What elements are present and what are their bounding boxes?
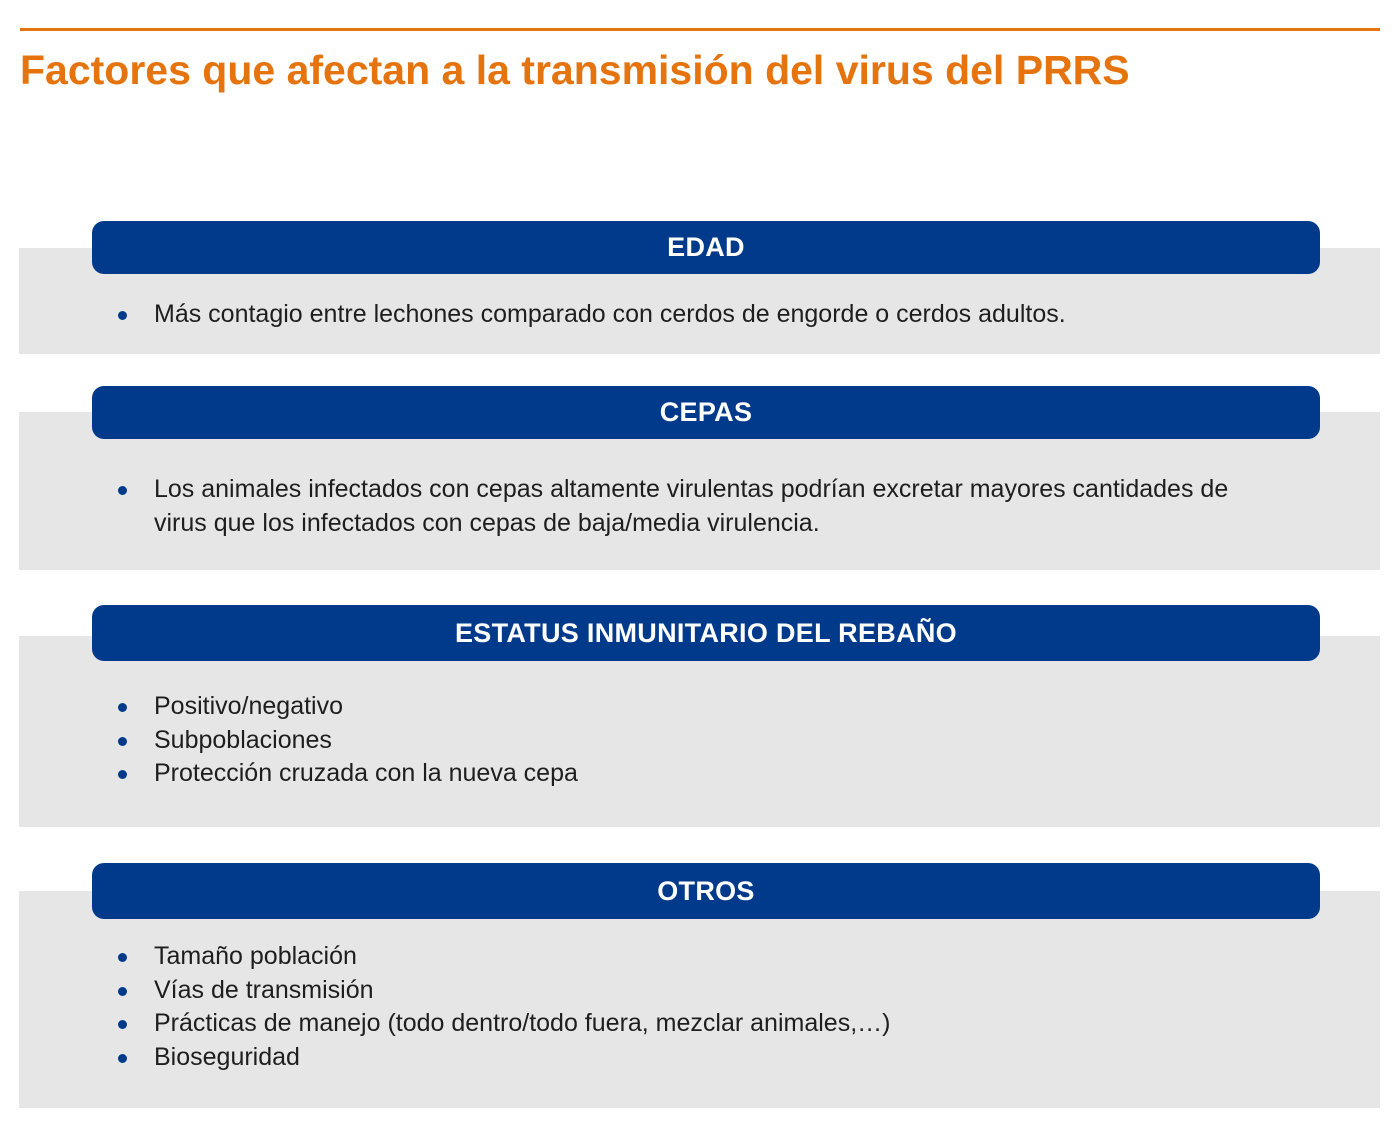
section-header-edad: EDAD bbox=[92, 221, 1320, 274]
list-item bbox=[112, 940, 1262, 974]
list-item bbox=[112, 1007, 1262, 1041]
bullet-icon bbox=[118, 1020, 127, 1029]
list-item bbox=[112, 473, 1262, 540]
top-rule bbox=[20, 28, 1380, 31]
list-item bbox=[112, 298, 1262, 332]
list-item-text: Tamaño población bbox=[154, 942, 357, 970]
section-header-otros: OTROS bbox=[92, 863, 1320, 919]
bullet-icon bbox=[118, 737, 127, 746]
section-list-estatus bbox=[112, 690, 1262, 791]
bullet-icon bbox=[118, 1054, 127, 1063]
list-item-text: Más contagio entre lechones comparado con cerdos de engorde o cerdos adultos. bbox=[154, 300, 1066, 328]
list-item-text: Subpoblaciones bbox=[154, 725, 332, 754]
list-item-text: Prácticas de manejo (todo dentro/todo fuera, mezclar animales,…) bbox=[154, 1009, 891, 1037]
list-item-text: Protección cruzada con la nueva cepa bbox=[154, 759, 578, 787]
list-item-text: Vías de transmisión bbox=[154, 975, 374, 1004]
section-list-cepas bbox=[112, 473, 1262, 540]
bullet-icon bbox=[118, 311, 127, 320]
page-title: Factores que afectan a la transmisión del virus del PRRS bbox=[20, 47, 1130, 93]
list-item bbox=[112, 757, 1262, 791]
section-list-otros bbox=[112, 940, 1262, 1074]
list-item-text: Los animales infectados con cepas altamente virulentas podrían excretar mayores cantidades de virus que los infectados con cepas de baja/media virulencia. bbox=[154, 475, 1229, 537]
list-item-text: Positivo/negativo bbox=[154, 692, 344, 720]
bullet-icon bbox=[118, 953, 127, 962]
bullet-icon bbox=[118, 987, 127, 996]
bullet-icon bbox=[118, 703, 127, 712]
section-header-estatus: ESTATUS INMUNITARIO DEL REBAÑO bbox=[92, 605, 1320, 661]
list-item bbox=[112, 690, 1262, 724]
section-header-cepas: CEPAS bbox=[92, 386, 1320, 439]
list-item bbox=[112, 974, 1262, 1008]
list-item-text: Bioseguridad bbox=[154, 1042, 300, 1071]
bullet-icon bbox=[118, 770, 127, 779]
list-item bbox=[112, 1041, 1262, 1075]
section-list-edad bbox=[112, 298, 1262, 332]
list-item bbox=[112, 724, 1262, 758]
bullet-icon bbox=[118, 486, 127, 495]
